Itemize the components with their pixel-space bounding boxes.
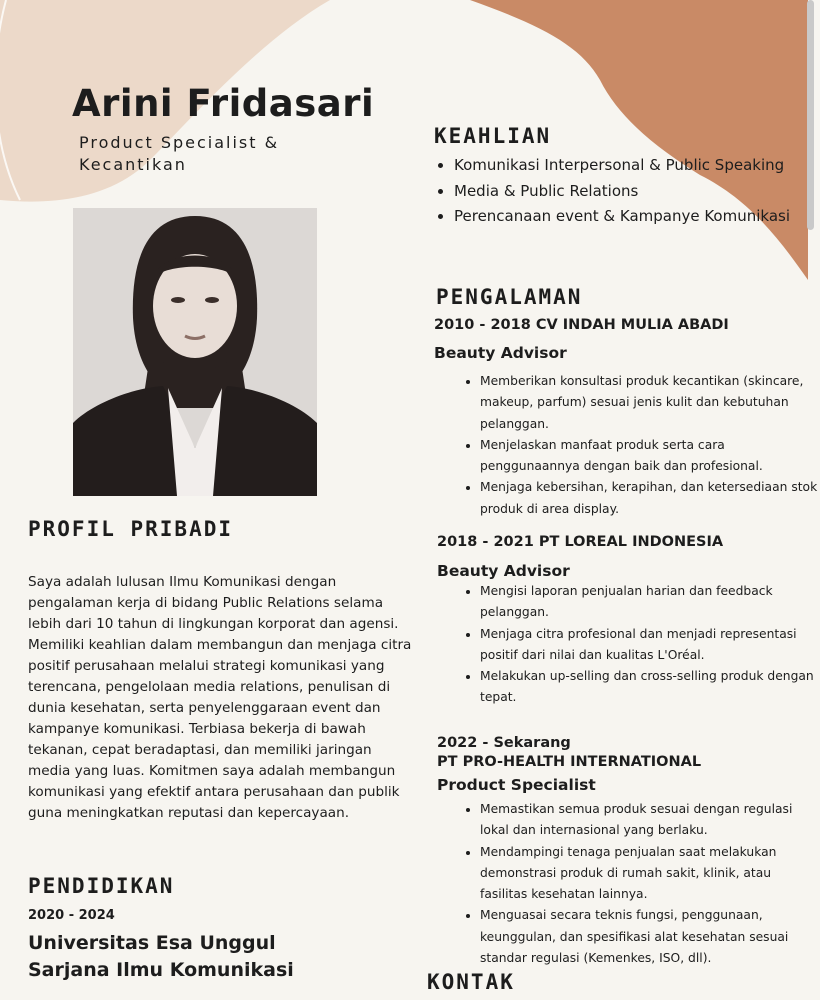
job-role: Beauty Advisor	[437, 562, 570, 580]
duty-item: • Menguasai secara teknis fungsi, penggunaan, keunggulan, dan spesifikasi alat kesehatan sesuai standar regulasi (Kemenkes, ISO, dll).	[480, 905, 820, 969]
profile-summary: Saya adalah lulusan Ilmu Komunikasi dengan pengalaman kerja di bidang Public Relations selama lebih dari 10 tahun di lingkungan korporat dan agensi. Memiliki keahlian dalam membangun dan menjaga citra positif perusahaan melalui strategi komunikasi yang terencana, pengelolaan media relations, penulisan di dunia kesehatan, serta penyelenggaraan event dan kampanye komunikasi. Terbiasa bekerja di bawah tekanan, cepat beradaptasi, dan memiliki jaringan media yang luas. Komitmen saya adalah membangun komunikasi yang efektif antara perusahaan dan publik guna meningkatkan reputasi dan kepercayaan.	[28, 574, 412, 821]
duty-item: • Memastikan semua produk sesuai dengan regulasi lokal dan internasional yang berlaku.	[480, 799, 820, 842]
education-years: 2020 - 2024	[28, 908, 115, 923]
duty-item: • Memberikan konsultasi produk kecantikan (skincare, makeup, parfum) sesuai jenis kulit dan kebutuhan pelanggan.	[480, 371, 820, 435]
candidate-name: Arini Fridasari	[72, 82, 375, 125]
duty-item: • Mendampingi tenaga penjualan saat melakukan demonstrasi produk di rumah sakit, klinik, atau fasilitas kesehatan lainnya.	[480, 842, 820, 906]
education-school: Universitas Esa Unggul	[28, 932, 276, 954]
skills-section-title: KEAHLIAN	[434, 124, 552, 148]
education-degree: Sarjana Ilmu Komunikasi	[28, 959, 294, 981]
duty-item: • Menjaga citra profesional dan menjadi representasi positif dari nilai dan kualitas L'Oréal.	[480, 624, 820, 667]
job-heading: 2018 - 2021 PT LOREAL INDONESIA	[437, 534, 724, 550]
duty-item: • Mengisi laporan penjualan harian dan feedback pelanggan.	[480, 581, 820, 624]
job-role: Product Specialist	[437, 776, 596, 794]
skill-item: • Perencanaan event & Kampanye Komunikasi	[454, 204, 814, 230]
job-heading: 2022 - Sekarang	[437, 735, 571, 751]
job-company: PT PRO-HEALTH INTERNATIONAL	[437, 754, 702, 770]
candidate-title-line2: Kecantikan	[79, 155, 187, 174]
duty-item: • Melakukan up-selling dan cross-selling produk dengan tepat.	[480, 666, 820, 709]
contact-section-title: KONTAK	[427, 970, 515, 994]
candidate-title-line1: Product Specialist &	[79, 133, 280, 152]
job-duties	[460, 371, 820, 520]
skill-item: • Komunikasi Interpersonal & Public Speaking	[454, 153, 814, 179]
job-duties	[460, 799, 820, 969]
duty-item: • Menjaga kebersihan, kerapihan, dan ketersediaan stok produk di area display.	[480, 477, 820, 520]
job-role: Beauty Advisor	[434, 344, 567, 362]
skill-item: • Media & Public Relations	[454, 179, 814, 205]
candidate-title	[79, 132, 339, 176]
job-duties	[460, 581, 820, 709]
profile-section-title: PROFIL PRIBADI	[28, 517, 234, 541]
skills-list	[434, 153, 814, 230]
education-section-title: PENDIDIKAN	[28, 874, 175, 898]
experience-section-title: PENGALAMAN	[436, 285, 583, 309]
duty-item: • Menjelaskan manfaat produk serta cara penggunaannya dengan baik dan profesional.	[480, 435, 820, 478]
job-heading: 2010 - 2018 CV INDAH MULIA ABADI	[434, 317, 729, 333]
profile-photo	[73, 208, 317, 496]
